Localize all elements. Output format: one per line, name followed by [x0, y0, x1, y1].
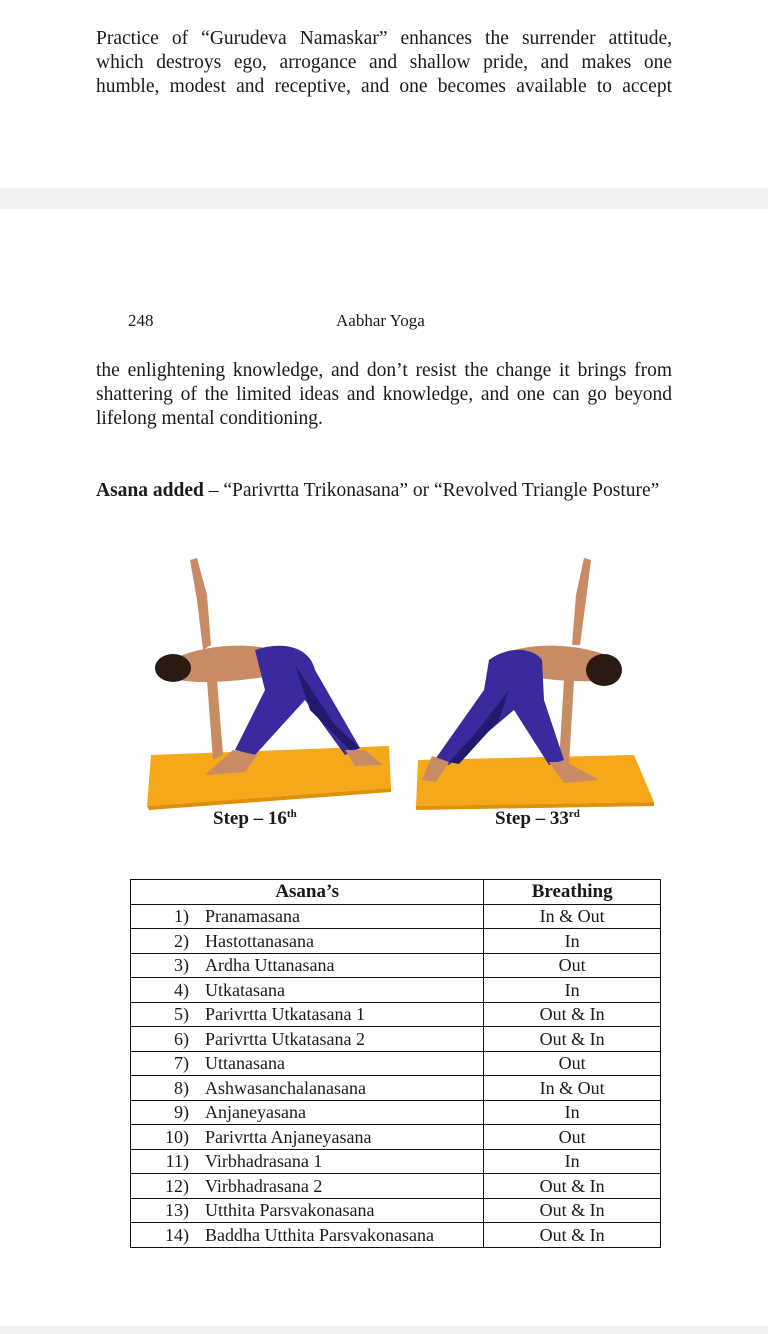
caption-step-33 [495, 808, 580, 830]
asana-cell [131, 1002, 484, 1027]
table-header-row [131, 880, 661, 905]
asana-name: Virbhadrasana 2 [205, 1175, 323, 1196]
page-bottom-divider [0, 1326, 768, 1334]
lower-arm [207, 680, 223, 760]
asana-cell [131, 1051, 484, 1076]
table-row [131, 1027, 661, 1052]
table-row [131, 1002, 661, 1027]
breathing-cell: In [484, 978, 661, 1003]
asana-number: 13) [165, 1200, 189, 1221]
table-row [131, 1149, 661, 1174]
table-row [131, 929, 661, 954]
asana-cell [131, 1149, 484, 1174]
asana-name: Uttanasana [205, 1053, 285, 1074]
pose-photo-step-16 [145, 550, 395, 810]
prev-line-1: Practice of “Gurudeva Namaskar” enhances the surrender attitude, [96, 28, 672, 49]
breathing-cell: In [484, 929, 661, 954]
breathing-cell: In & Out [484, 904, 661, 929]
caption-step-16 [213, 808, 297, 830]
asana-name: Pranamasana [205, 906, 300, 927]
asana-number: 5) [174, 1004, 189, 1025]
continuation-line-1: the enlightening knowledge, and don’t resist the change it brings from [96, 360, 672, 381]
breathing-cell: Out & In [484, 1027, 661, 1052]
breathing-cell: In & Out [484, 1076, 661, 1101]
breathing-cell: Out & In [484, 1174, 661, 1199]
raised-arm [190, 558, 211, 650]
asana-cell [131, 1125, 484, 1150]
asana-name: Parivrtta Utkatasana 2 [205, 1028, 365, 1049]
asana-added-text: “Parivrtta Trikonasana” or “Revolved Triangle Posture” [223, 480, 660, 501]
asana-number: 8) [174, 1077, 189, 1098]
asana-added-label: Asana added [96, 480, 204, 501]
breathing-cell: In [484, 1149, 661, 1174]
page-divider [0, 188, 768, 209]
prev-line-3: humble, modest and receptive, and one becomes available to accept [96, 76, 672, 97]
asana-number: 1) [174, 906, 189, 927]
asana-number: 12) [165, 1175, 189, 1196]
caption-step-16-text: Step – 16 [213, 808, 287, 829]
header-breathing: Breathing [484, 880, 661, 905]
asana-cell [131, 929, 484, 954]
caption-step-33-text: Step – 33 [495, 808, 569, 829]
asana-cell [131, 904, 484, 929]
caption-step-33-sup: rd [568, 808, 580, 820]
breathing-cell: Out & In [484, 1198, 661, 1223]
asana-name: Parivrtta Utkatasana 1 [205, 1004, 365, 1025]
asana-name: Parivrtta Anjaneyasana [205, 1126, 372, 1147]
asana-name: Anjaneyasana [205, 1102, 306, 1123]
asana-name: Hastottanasana [205, 930, 314, 951]
pose-photo-step-33 [414, 550, 656, 810]
breathing-cell: Out [484, 1051, 661, 1076]
asana-number: 9) [174, 1102, 189, 1123]
header-asanas: Asana’s [131, 880, 484, 905]
running-header-title: Aabhar Yoga [336, 311, 425, 330]
breathing-cell: Out [484, 953, 661, 978]
table-row [131, 1076, 661, 1101]
breathing-cell: Out & In [484, 1002, 661, 1027]
asana-name: Ardha Uttanasana [205, 955, 335, 976]
asana-number: 14) [165, 1224, 189, 1245]
asana-number: 6) [174, 1028, 189, 1049]
continuation-line-2: shattering of the limited ideas and knowledge, and one can go beyond [96, 384, 672, 405]
table-row [131, 978, 661, 1003]
breathing-cell: Out [484, 1125, 661, 1150]
table-row [131, 1198, 661, 1223]
table-row [131, 904, 661, 929]
asana-number: 3) [174, 955, 189, 976]
asana-cell [131, 1174, 484, 1199]
head [155, 654, 191, 682]
asana-number: 11) [165, 1151, 189, 1172]
continuation-line-3: lifelong mental conditioning. [96, 408, 323, 429]
asana-number: 7) [174, 1053, 189, 1074]
asana-cell [131, 1198, 484, 1223]
asana-name: Baddha Utthita Parsvakonasana [205, 1224, 434, 1245]
asana-name: Utkatasana [205, 979, 285, 1000]
head [586, 654, 622, 686]
asana-cell [131, 1223, 484, 1248]
asana-name: Utthita Parsvakonasana [205, 1200, 375, 1221]
asana-cell [131, 1027, 484, 1052]
prev-line-2: which destroys ego, arrogance and shallow pride, and makes one [96, 52, 672, 73]
asana-added-heading [96, 479, 672, 503]
asana-cell [131, 978, 484, 1003]
raised-arm [572, 558, 591, 645]
asana-name: Ashwasanchalanasana [205, 1077, 366, 1098]
asana-cell [131, 1076, 484, 1101]
breathing-cell: Out & In [484, 1223, 661, 1248]
previous-page-bottom [0, 0, 768, 188]
asana-number: 2) [174, 930, 189, 951]
asana-cell [131, 953, 484, 978]
page-number: 248 [128, 311, 154, 330]
asana-breathing-table [130, 879, 661, 1248]
table-row [131, 1174, 661, 1199]
asana-number: 10) [165, 1126, 189, 1147]
asana-added-dash: – [203, 480, 224, 501]
table-row [131, 1051, 661, 1076]
asana-cell [131, 1100, 484, 1125]
asana-name: Virbhadrasana 1 [205, 1151, 323, 1172]
breathing-cell: In [484, 1100, 661, 1125]
caption-step-16-sup: th [286, 808, 297, 820]
table-row [131, 1125, 661, 1150]
table-row [131, 953, 661, 978]
table-row [131, 1100, 661, 1125]
table-row [131, 1223, 661, 1248]
asana-number: 4) [174, 979, 189, 1000]
